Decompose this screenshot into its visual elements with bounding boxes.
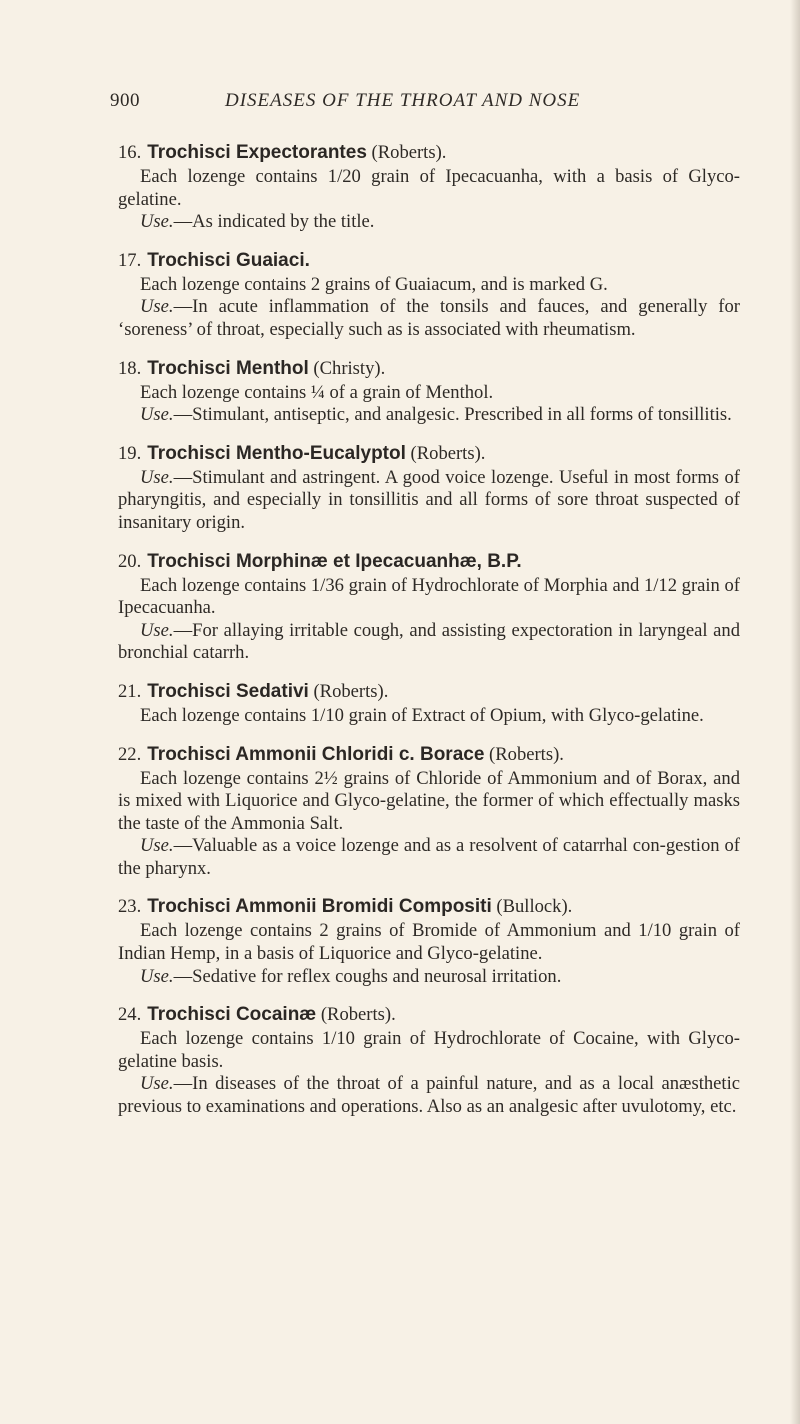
entry-22 (118, 743, 740, 881)
entry-name: Trochisci Mentho-Eucalyptol (147, 442, 406, 464)
entry-20 (118, 550, 740, 665)
entry-authority: (Bullock). (491, 896, 573, 918)
entry-use (118, 404, 740, 427)
entry-name: Trochisci Ammonii Chloridi c. Borace (147, 743, 485, 765)
entry-authority: (Christy). (308, 357, 386, 379)
entry-composition: Each lozenge contains 2 grains of Guaiacum, and is marked G. (140, 273, 608, 295)
entry-heading (118, 249, 740, 273)
page-number: 900 (110, 90, 140, 111)
entry-composition: Each lozenge contains 2 grains of Bromide of Ammonium and 1/10 grain of Indian Hemp, in a basis of Liquorice and Glyco-gelatine. (118, 920, 740, 965)
entry-name: Trochisci Cocainæ (147, 1004, 317, 1026)
entry-number: 20. (118, 550, 142, 572)
entry-composition: Each lozenge contains ¼ of a grain of Menthol. (140, 381, 494, 403)
entry-list (118, 141, 740, 1134)
entry-use (118, 296, 740, 341)
entry-heading (118, 895, 740, 919)
entry-23 (118, 895, 740, 988)
entry-17 (118, 249, 740, 342)
page-edge-shadow (790, 0, 800, 1424)
entry-authority: (Roberts). (366, 142, 447, 163)
entry-heading (118, 442, 740, 466)
entry-use (118, 1073, 740, 1118)
entry-number: 24. (118, 1004, 142, 1026)
entry-name: Trochisci Menthol (147, 357, 309, 379)
entry-number: 22. (118, 743, 142, 765)
use-text: —In diseases of the throat of a painful nature, and as a local anæsthetic previous to examinations and operations. Also as an analgesic after uvulotomy, etc. (118, 1073, 740, 1118)
entry-authority: (Roberts). (316, 1004, 396, 1026)
entry-heading (118, 1003, 740, 1027)
use-label: Use. (140, 835, 174, 857)
entry-name: Trochisci Ammonii Bromidi Compositi (147, 896, 492, 918)
entry-composition: Each lozenge contains 1/36 grain of Hydrochlorate of Morphia and 1/12 grain of Ipecacuanha. (118, 574, 740, 619)
entry-use (118, 966, 740, 989)
entry-heading (118, 141, 740, 165)
entry-heading (118, 550, 740, 574)
entry-19 (118, 442, 740, 535)
entry-heading (118, 680, 740, 704)
use-text: —Sedative for reflex coughs and neurosal irritation. (173, 965, 562, 987)
entry-heading (118, 357, 740, 381)
entry-number: 23. (118, 896, 142, 918)
entry-name: Trochisci Morphinæ et Ipecacuanhæ, B.P. (147, 550, 522, 572)
entry-heading (118, 743, 740, 767)
use-label: Use. (140, 404, 174, 426)
entry-authority: (Roberts). (484, 743, 564, 765)
running-title: DISEASES OF THE THROAT AND NOSE (225, 90, 581, 111)
entry-use (118, 211, 740, 234)
entry-24 (118, 1003, 740, 1118)
use-text: —Stimulant and astringent. A good voice lozenge. Useful in most forms of pharyngitis, and especially in tonsillitis and all forms of sore throat suspected of insanitary origin. (118, 466, 740, 533)
use-label: Use. (140, 466, 174, 488)
entry-composition: Each lozenge contains 1/10 grain of Extract of Opium, with Glyco-gelatine. (140, 704, 704, 726)
entry-authority: (Roberts). (308, 680, 389, 702)
entry-21 (118, 680, 740, 728)
entry-composition: Each lozenge contains 1/10 grain of Hydrochlorate of Cocaine, with Glyco-gelatine basis. (118, 1028, 740, 1072)
use-label: Use. (140, 296, 174, 318)
entry-name: Trochisci Expectorantes (147, 142, 367, 163)
entry-number: 19. (118, 442, 142, 464)
use-label: Use. (140, 619, 174, 641)
entry-number: 18. (118, 357, 142, 379)
entry-use (118, 835, 740, 880)
entry-number: 17. (118, 249, 142, 271)
entry-use (118, 620, 740, 665)
use-text: —For allaying irritable cough, and assisting expectoration in laryngeal and bronchial catarrh. (118, 619, 740, 664)
entry-composition: Each lozenge contains 1/20 grain of Ipecacuanha, with a basis of Glyco-gelatine. (118, 166, 740, 210)
entry-16 (118, 141, 740, 234)
entry-number: 21. (118, 680, 142, 702)
entry-18 (118, 357, 740, 427)
entry-name: Trochisci Sedativi (147, 680, 309, 702)
use-text: —In acute inflammation of the tonsils and fauces, and generally for ‘soreness’ of throat, especially such as is associated with rheumatism. (118, 296, 740, 340)
use-text: —Valuable as a voice lozenge and as a resolvent of catarrhal con-gestion of the pharynx. (118, 835, 740, 879)
entry-name: Trochisci Guaiaci. (147, 249, 310, 271)
entry-composition: Each lozenge contains 2½ grains of Chloride of Ammonium and of Borax, and is mixed with Liquorice and Glyco-gelatine, the former of which effectually masks the taste of the Ammonia Salt. (118, 767, 740, 834)
entry-number: 16. (118, 142, 142, 163)
use-label: Use. (140, 1073, 174, 1095)
entry-authority: (Roberts). (405, 442, 486, 464)
use-text: —Stimulant, antiseptic, and analgesic. Prescribed in all forms of tonsillitis. (173, 404, 732, 426)
use-label: Use. (140, 965, 174, 987)
use-label: Use. (140, 211, 174, 233)
entry-use (118, 467, 740, 535)
use-text: —As indicated by the title. (173, 211, 375, 233)
